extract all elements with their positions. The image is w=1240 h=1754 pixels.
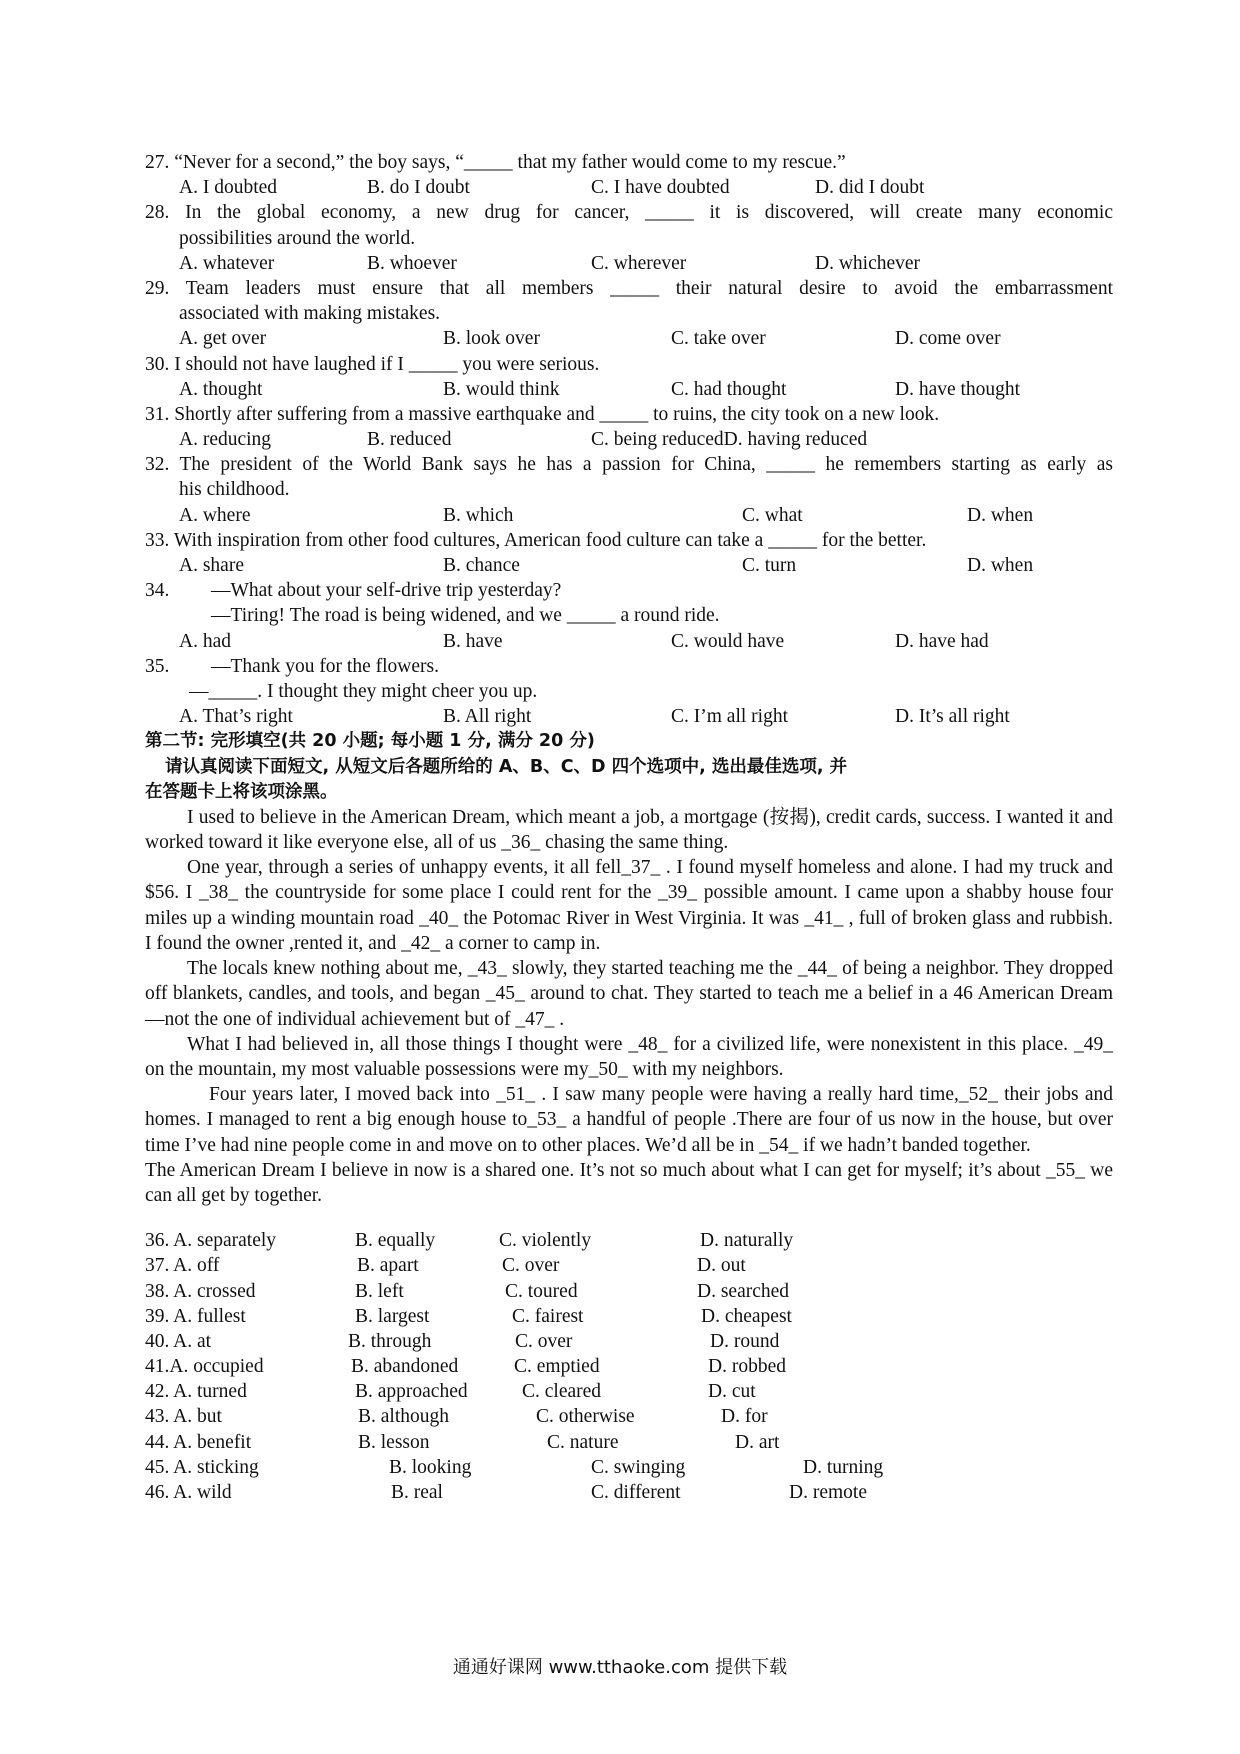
option-d: D. when xyxy=(967,555,1034,576)
option-b: B. whoever xyxy=(367,252,457,274)
dialog-line: —Tiring! The road is being widened, and we _____ a round ride. xyxy=(211,605,720,627)
option-b: B. looking xyxy=(389,1456,472,1478)
cloze-option-row xyxy=(145,1404,1113,1429)
option-b: B. have xyxy=(443,630,503,652)
question-number: 34. xyxy=(145,580,170,602)
passage-paragraph-1: I used to believe in the American Dream, which meant a job, a mortgage (按揭), credit cards, success. I wanted it and worked toward it like everyone else, all of us _36_ chasing the same thing. xyxy=(145,806,1113,854)
option-c: C. fairest xyxy=(512,1305,584,1327)
option-b: B. largest xyxy=(355,1305,430,1327)
option-b: B. would think xyxy=(443,378,560,400)
option-c: C. turn xyxy=(742,555,797,576)
cloze-option-row xyxy=(145,1279,1113,1304)
option-c: C. had thought xyxy=(671,378,787,400)
option-d: D. cheapest xyxy=(701,1305,792,1327)
option-a: A. where xyxy=(179,504,251,526)
option-b: B. although xyxy=(358,1406,449,1428)
section-instruction-cont: 在答题卡上将该项涂黑。 xyxy=(145,781,338,802)
question-34-dialog-2 xyxy=(145,603,1113,628)
option-b: B. lesson xyxy=(358,1431,430,1453)
question-33-stem: 33. With inspiration from other food cultures, American food culture can take a _____ for the better. xyxy=(145,529,927,551)
option-b: B. do I doubt xyxy=(367,177,470,199)
option-d: D. when xyxy=(967,504,1034,526)
question-28-stem: 28. In the global economy, a new drug for cancer, _____ it is discovered, will create many economic xyxy=(145,202,1113,224)
option-d: D. It’s all right xyxy=(895,706,1010,728)
passage-paragraph-3: The locals knew nothing about me, _43_ slowly, they started teaching me the _44_ of being a neighbor. They dropped off blankets, candles, and tools, and began _45_ around to chat. They started to teach me a belief in a 46 American Dream—not the one of individual achievement but of _47_ . xyxy=(145,958,1113,1030)
question-32-stem: 32. The president of the World Bank says he has a passion for China, _____ he remembers starting as early as xyxy=(145,454,1113,476)
option-c: C. what xyxy=(742,504,803,526)
option-c: C. wherever xyxy=(591,252,687,274)
passage-paragraph-5: Four years later, I moved back into _51_ . I saw many people were having a really hard time,_52_ their jobs and homes. I managed to rent a big enough house to_53_ a handful of people .There are four of us now in the house, but over time I’ve had nine people come in and move on to other places. We’d all be in _54_ if we hadn’t banded together. xyxy=(145,1084,1113,1156)
option-c: C. different xyxy=(591,1482,681,1503)
dialog-line: —Thank you for the flowers. xyxy=(211,655,439,677)
option-a: 36. A. separately xyxy=(145,1230,277,1252)
option-c: C. violently xyxy=(499,1230,592,1252)
option-b: B. approached xyxy=(355,1381,468,1403)
option-a: 40. A. at xyxy=(145,1330,212,1352)
cloze-options xyxy=(145,1228,1113,1505)
question-number: 35. xyxy=(145,655,170,677)
dialog-line: —_____. I thought they might cheer you up. xyxy=(189,680,538,702)
option-c: C. I’m all right xyxy=(671,706,788,728)
question-32-stem-cont: his childhood. xyxy=(179,479,290,501)
question-30-options xyxy=(145,377,1113,402)
cloze-option-row xyxy=(145,1228,1113,1253)
option-d: D. have had xyxy=(895,630,989,652)
option-c: C. otherwise xyxy=(536,1406,635,1428)
cloze-option-row xyxy=(145,1480,1113,1505)
option-d: D. remote xyxy=(789,1482,867,1503)
question-33-options xyxy=(145,553,1113,578)
option-c: C. over xyxy=(515,1330,573,1352)
question-30-stem: 30. I should not have laughed if I _____ you were serious. xyxy=(145,353,600,375)
option-a: 41.A. occupied xyxy=(145,1356,264,1378)
option-a: 45. A. sticking xyxy=(145,1456,259,1478)
passage-paragraph-4: What I had believed in, all those things I thought were _48_ for a civilized life, were nonexistent in this place. _49_ on the mountain, my most valuable possessions were my_50_ with my neighbors. xyxy=(145,1033,1113,1080)
cloze-option-row xyxy=(145,1329,1113,1354)
cloze-option-row xyxy=(145,1430,1113,1455)
option-a: 39. A. fullest xyxy=(145,1305,246,1327)
question-27-options xyxy=(145,175,1113,200)
option-a: 44. A. benefit xyxy=(145,1431,252,1453)
passage-paragraph-6: The American Dream I believe in now is a shared one. It’s not so much about what I can get for myself; it’s about _55_ we can all get by together. xyxy=(145,1159,1113,1206)
option-a: 43. A. but xyxy=(145,1406,222,1428)
option-a: A. I doubted xyxy=(179,177,278,199)
question-35-options xyxy=(145,704,1113,729)
cloze-option-row xyxy=(145,1455,1113,1480)
option-c: C. over xyxy=(502,1255,560,1277)
section-heading: 第二节: 完形填空(共 20 小题; 每小题 1 分, 满分 20 分) xyxy=(145,731,595,752)
option-c: C. swinging xyxy=(591,1456,686,1478)
option-d: D. searched xyxy=(697,1280,790,1302)
option-a: 38. A. crossed xyxy=(145,1280,256,1302)
option-d: D. naturally xyxy=(700,1230,794,1252)
option-c: C. I have doubted xyxy=(591,177,730,199)
option-c: C. would have xyxy=(671,630,785,652)
option-a: 46. A. wild xyxy=(145,1482,232,1503)
option-b: B. equally xyxy=(355,1230,436,1252)
option-d: D. for xyxy=(721,1406,768,1428)
option-a: 42. A. turned xyxy=(145,1381,247,1403)
option-d: D. come over xyxy=(895,328,1001,350)
option-c: C. nature xyxy=(547,1431,619,1453)
option-b: B. abandoned xyxy=(351,1356,459,1378)
option-a: A. get over xyxy=(179,328,267,350)
option-a: A. thought xyxy=(179,378,263,400)
cloze-option-row xyxy=(145,1253,1113,1278)
option-a: A. whatever xyxy=(179,252,275,274)
option-d: D. turning xyxy=(803,1456,884,1478)
option-b: B. which xyxy=(443,504,514,526)
question-28-stem-cont: possibilities around the world. xyxy=(179,227,416,249)
cloze-option-row xyxy=(145,1304,1113,1329)
option-a: A. share xyxy=(179,555,244,576)
option-d: D. whichever xyxy=(815,252,921,274)
question-31-options xyxy=(145,427,1113,452)
option-c: C. take over xyxy=(671,328,766,350)
dialog-line: —What about your self-drive trip yesterday? xyxy=(211,580,562,602)
option-b: B. All right xyxy=(443,706,532,728)
option-d: D. art xyxy=(735,1431,780,1453)
option-a: A. had xyxy=(179,630,231,652)
cloze-option-row xyxy=(145,1379,1113,1404)
question-34-options xyxy=(145,629,1113,654)
option-b: B. chance xyxy=(443,555,520,576)
option-d: D. round xyxy=(710,1330,780,1352)
question-29-options xyxy=(145,326,1113,351)
option-c-d: C. being reducedD. having reduced xyxy=(591,429,868,451)
question-31-stem: 31. Shortly after suffering from a massive earthquake and _____ to ruins, the city took on a new look. xyxy=(145,403,940,425)
option-d: D. out xyxy=(697,1255,746,1277)
option-a: A. That’s right xyxy=(179,706,293,728)
option-d: D. have thought xyxy=(895,378,1021,400)
question-29-stem: 29. Team leaders must ensure that all members _____ their natural desire to avoid the embarrassment xyxy=(145,277,1113,299)
question-27-stem: 27. “Never for a second,” the boy says, “_____ that my father would come to my rescue.” xyxy=(145,152,846,173)
option-c: C. cleared xyxy=(522,1381,602,1403)
option-d: D. robbed xyxy=(708,1356,786,1378)
passage-paragraph-2: One year, through a series of unhappy events, it all fell_37_ . I found myself homeless and alone. I had my truck and $56. I _38_ the countryside for some place I could rent for the _39_ possible amount. I came upon a shabby house four miles up a winding mountain road _40_ the Potomac River in West Virginia. It was _41_ , full of broken glass and rubbish. I found the owner ,rented it, and _42_ a corner to camp in. xyxy=(145,857,1113,954)
question-32-options xyxy=(145,503,1113,528)
option-c: C. emptied xyxy=(514,1356,600,1378)
cloze-option-row xyxy=(145,1354,1113,1379)
exam-page xyxy=(145,150,1113,1505)
question-35-dialog-1 xyxy=(145,654,1113,679)
option-b: B. look over xyxy=(443,328,540,350)
option-a: A. reducing xyxy=(179,429,272,451)
option-a: 37. A. off xyxy=(145,1255,220,1277)
option-d: D. cut xyxy=(708,1381,756,1403)
option-b: B. reduced xyxy=(367,429,452,451)
option-c: C. toured xyxy=(505,1280,578,1302)
section-instruction: 请认真阅读下面短文, 从短文后各题所给的 A、B、C、D 四个选项中, 选出最佳选项, 并 xyxy=(165,756,848,777)
option-d: D. did I doubt xyxy=(815,177,925,199)
footer-source: 通通好课网 www.tthaoke.com 提供下载 xyxy=(452,1657,788,1678)
option-b: B. through xyxy=(348,1330,432,1352)
option-b: B. left xyxy=(355,1280,404,1302)
question-28-options xyxy=(145,251,1113,276)
option-b: B. real xyxy=(391,1482,443,1503)
question-35-dialog-2 xyxy=(145,679,1113,704)
option-b: B. apart xyxy=(357,1255,419,1277)
question-34-dialog-1 xyxy=(145,578,1113,603)
cloze-passage xyxy=(145,805,1113,1208)
question-29-stem-cont: associated with making mistakes. xyxy=(179,303,441,325)
